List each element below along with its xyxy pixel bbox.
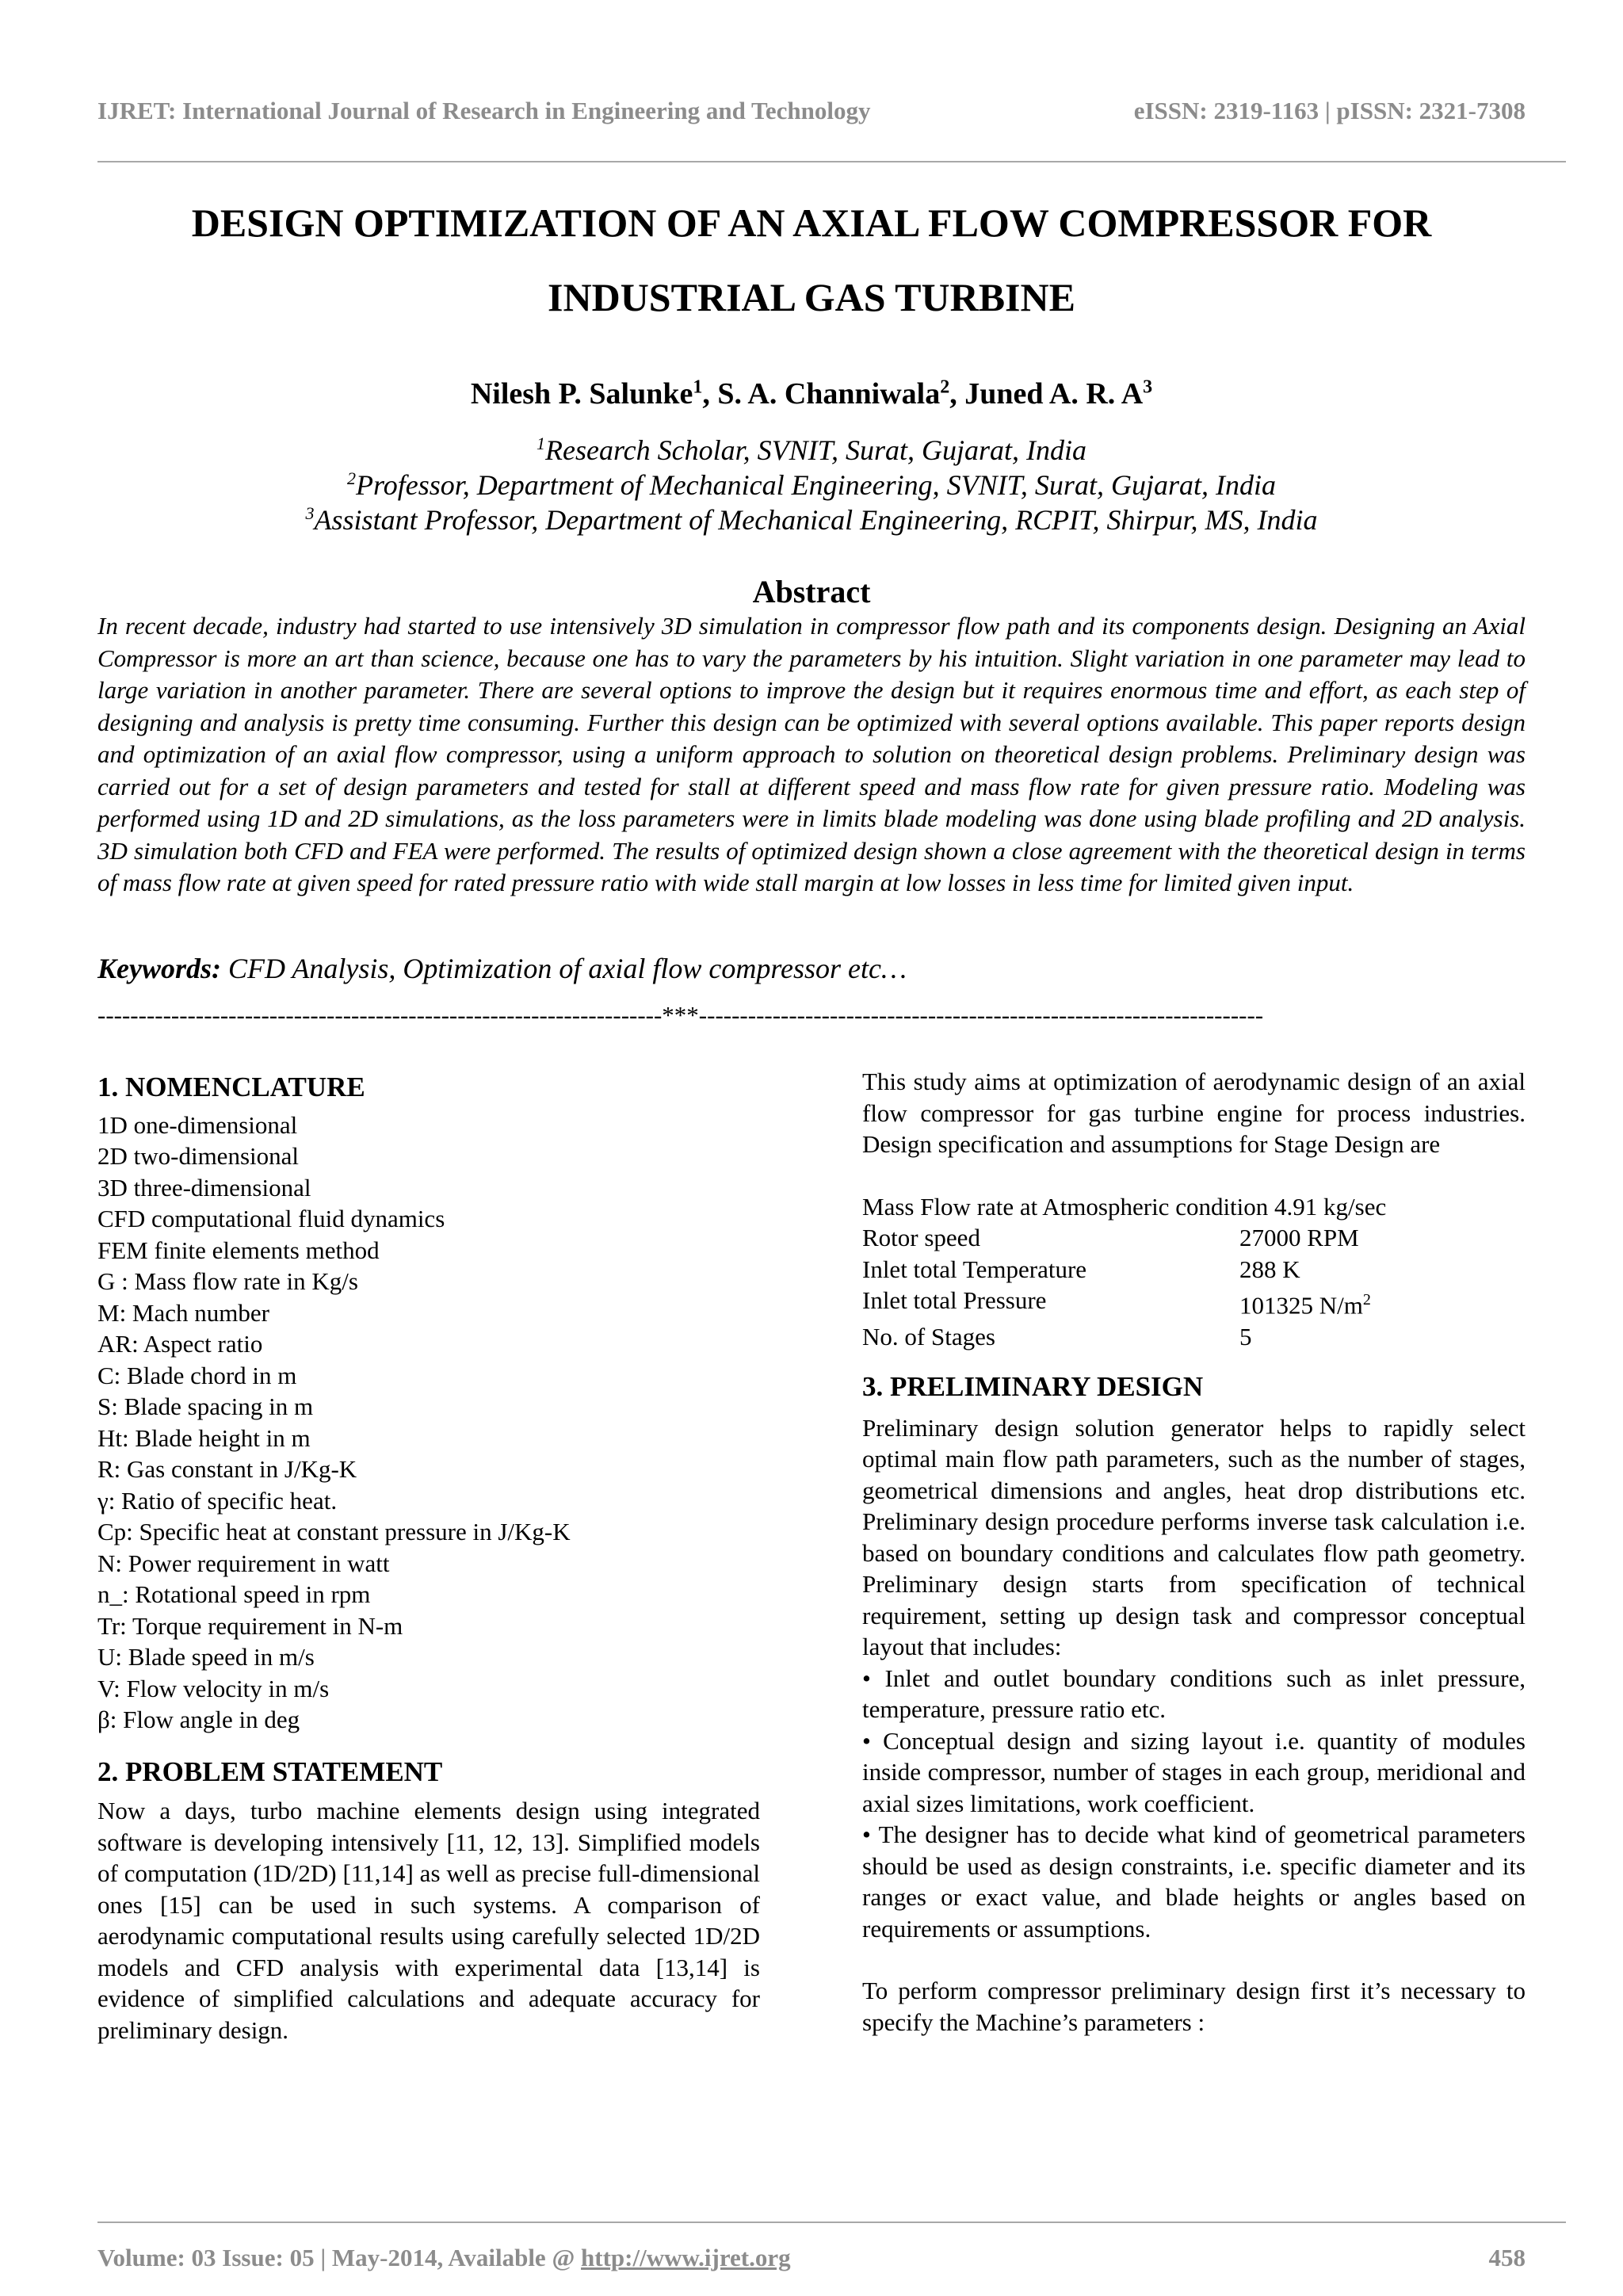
page-number: 458 xyxy=(1488,2244,1526,2271)
running-header xyxy=(97,97,1526,136)
nomenclature-item: 1D one-dimensional xyxy=(97,1110,298,1139)
paper-title-line-1: DESIGN OPTIMIZATION OF AN AXIAL FLOW COMPRESSOR FOR xyxy=(191,201,1432,245)
affiliation-text: Professor, Department of Mechanical Engineering, SVNIT, Surat, Gujarat, India xyxy=(356,469,1276,501)
spec-label: Inlet total Temperature xyxy=(862,1255,1087,1283)
spec-value xyxy=(1239,1222,1359,1254)
nomenclature-item: CFD computational fluid dynamics xyxy=(97,1205,445,1232)
nomenclature-item: N: Power requirement in watt xyxy=(97,1549,390,1577)
footer-rule xyxy=(97,2222,1566,2223)
author-separator: , xyxy=(949,377,965,411)
author-name: Nilesh P. Salunke xyxy=(470,377,693,411)
spec-value xyxy=(1239,1285,1371,1321)
right-column xyxy=(862,1068,1526,2038)
author-sup: 1 xyxy=(693,376,703,398)
paper-title-line-2: INDUSTRIAL GAS TURBINE xyxy=(548,275,1075,319)
study-intro: This study aims at optimization of aerodynamic design of an axial flow compressor for gas turbine engine for process industries. Design specification and assumptions for Stage Design are xyxy=(862,1068,1526,1158)
keywords xyxy=(97,952,907,985)
nomenclature-item: S: Blade spacing in m xyxy=(97,1392,314,1420)
nomenclature-item: U: Blade speed in m/s xyxy=(97,1643,315,1671)
affiliation xyxy=(0,503,1623,537)
left-column xyxy=(97,1072,760,2046)
preliminary-heading: 3. PRELIMINARY DESIGN xyxy=(862,1371,1204,1403)
spec-value-text: 101325 N/m xyxy=(1239,1291,1363,1320)
spec-value-text: 27000 RPM xyxy=(1239,1224,1359,1251)
spec-unit-sup: 2 xyxy=(1362,1291,1371,1308)
spec-label: Rotor speed xyxy=(862,1224,980,1251)
nomenclature-item: Ht: Blade height in m xyxy=(97,1423,311,1452)
nomenclature-item: V: Flow velocity in m/s xyxy=(97,1674,330,1702)
affiliation-sup: 1 xyxy=(537,434,546,453)
spec-row xyxy=(862,1254,1526,1286)
affiliation-text: Research Scholar, SVNIT, Surat, Gujarat, India xyxy=(545,434,1086,466)
bullet-item: • Inlet and outlet boundary conditions such as inlet pressure, temperature, pressure ratio etc. xyxy=(862,1664,1526,1724)
bullet-item: • The designer has to decide what kind of geometrical parameters should be used as design constraints, i.e. specific diameter and its ranges or exact value, and blade heights or angles based on requirements or assumptions. xyxy=(862,1820,1526,1943)
spec-label: Inlet total Pressure xyxy=(862,1286,1047,1314)
nomenclature-item: AR: Aspect ratio xyxy=(97,1330,263,1358)
nomenclature-list xyxy=(97,1110,760,1736)
nomenclature-item: γ: Ratio of specific heat. xyxy=(97,1486,338,1515)
nomenclature-item: Cp: Specific heat at constant pressure in J/Kg-K xyxy=(97,1518,571,1545)
affiliation-sup: 2 xyxy=(347,468,357,488)
preliminary-closing: To perform compressor preliminary design first it’s necessary to specify the Machine’s parameters : xyxy=(862,1977,1526,2036)
problem-heading: 2. PROBLEM STATEMENT xyxy=(97,1755,443,1787)
spec-row xyxy=(862,1285,1526,1321)
nomenclature-item: 3D three-dimensional xyxy=(97,1173,311,1201)
nomenclature-item: β: Flow angle in deg xyxy=(97,1706,300,1733)
journal-link[interactable]: http://www.ijret.org xyxy=(581,2244,791,2271)
author-sup: 2 xyxy=(940,376,950,398)
nomenclature-item: n_: Rotational speed in rpm xyxy=(97,1580,371,1608)
bullet-item: • Conceptual design and sizing layout i.e. quantity of modules inside compressor, number of stages in each group, meridional and axial sizes limitations, work coefficient. xyxy=(862,1726,1526,1817)
spec-value xyxy=(1239,1254,1300,1286)
author-list xyxy=(0,376,1623,411)
affiliation xyxy=(0,468,1623,502)
affiliation-text: Assistant Professor, Department of Mechanical Engineering, RCPIT, Shirpur, MS, India xyxy=(314,504,1318,536)
abstract-heading: Abstract xyxy=(752,574,871,609)
nomenclature-heading: 1. NOMENCLATURE xyxy=(97,1072,365,1102)
header-rule xyxy=(97,161,1566,162)
footer-volume-text: Volume: 03 Issue: 05 | May-2014, Available @ xyxy=(97,2244,582,2271)
issn: eISSN: 2319-1163 | pISSN: 2321-7308 xyxy=(1133,97,1526,124)
journal-name: IJRET: International Journal of Research in Engineering and Technology xyxy=(97,97,871,124)
author-sup: 3 xyxy=(1143,376,1153,398)
affiliation xyxy=(0,434,1623,467)
author-separator: , xyxy=(702,377,718,411)
nomenclature-item: Tr: Torque requirement in N-m xyxy=(97,1611,403,1640)
problem-text: Now a days, turbo machine elements design using integrated software is developing intensively [11, 12, 13]. Simplified models of computation (1D/2D) [11,14] as well as precise full-dimensional ones [15] can be used in such systems. A comparison of aerodynamic computational results using carefully selected 1D/2D models and CFD analysis with experimental data [13,14] is evidence of simplified calculations and adequate accuracy for preliminary design. xyxy=(97,1797,760,2044)
footer-volume xyxy=(97,2244,791,2272)
author-name: S. A. Channiwala xyxy=(717,377,941,411)
nomenclature-item: G : Mass flow rate in Kg/s xyxy=(97,1267,358,1295)
nomenclature-item: R: Gas constant in J/Kg-K xyxy=(97,1455,357,1483)
spec-value xyxy=(1239,1321,1252,1353)
affiliation-sup: 3 xyxy=(305,503,315,523)
nomenclature-item: C: Blade chord in m xyxy=(97,1361,297,1389)
spec-label: No. of Stages xyxy=(862,1322,995,1350)
mass-flow-spec: Mass Flow rate at Atmospheric condition 4.91 kg/sec xyxy=(862,1192,1387,1221)
section-separator: ---------------------------------------------------------------------***--------------------------------------------------------------------- xyxy=(97,1001,1264,1029)
spec-row xyxy=(862,1222,1526,1254)
keywords-text: CFD Analysis, Optimization of axial flow compressor etc… xyxy=(228,953,907,984)
keywords-label: Keywords: xyxy=(97,953,221,984)
author-name: Juned A. R. A xyxy=(964,377,1144,411)
nomenclature-item: M: Mach number xyxy=(97,1298,269,1327)
preliminary-paragraph: Preliminary design solution generator helps to rapidly select optimal main flow path parameters, such as the number of stages, geometrical dimensions and angles, heat drop distributions etc. Preliminary design procedure performs inverse task calculation i.e. based on boundary conditions and calculates flow path geometry. Preliminary design starts from specification of technical requirement, setting up design task and compressor conceptual layout that includes: xyxy=(862,1413,1526,1661)
nomenclature-item: 2D two-dimensional xyxy=(97,1142,299,1170)
spec-value-text: 288 K xyxy=(1239,1255,1300,1283)
nomenclature-item: FEM finite elements method xyxy=(97,1236,380,1264)
spec-value-text: 5 xyxy=(1239,1322,1252,1350)
spec-table xyxy=(862,1222,1526,1352)
abstract-text: In recent decade, industry had started to use intensively 3D simulation in compressor flow path and its components design. Designing an Axial Compressor is more an art than science, because one has to vary the parameters by his intuition. Slight variation in one parameter may lead to large variation in another parameter. There are several options to improve the design but it requires enormous time and effort, as each step of designing and analysis is pretty time consuming. Further this design can be optimized with several options available. This paper reports design and optimization of an axial flow compressor, using a uniform approach to solution on theoretical design problems. Preliminary design was carried out for a set of design parameters and tested for stall at different speed and mass flow rate for given pressure ratio. Modeling was performed using 1D and 2D simulations, as the loss parameters were in limits blade modeling was done using blade profiling and 2D analysis. 3D simulation both CFD and FEA were performed. The results of optimized design shown a close agreement with the theoretical design in terms of mass flow rate at given speed for rated pressure ratio with wide stall margin at low losses in less time for limited given input. xyxy=(97,612,1526,896)
spec-row xyxy=(862,1321,1526,1353)
